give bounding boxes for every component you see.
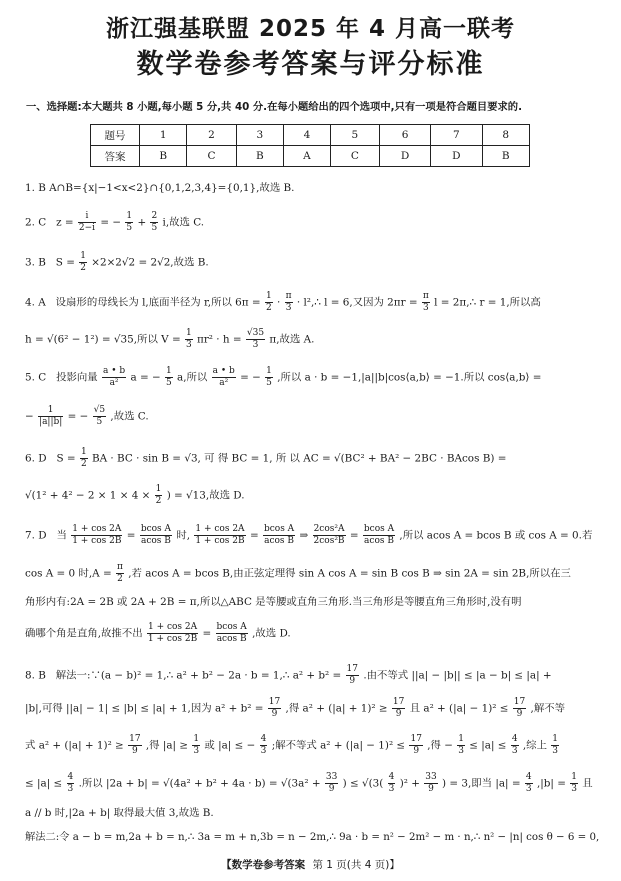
denominator: 2cos²B xyxy=(313,536,345,546)
solution-text: = xyxy=(126,529,136,542)
denominator: 3 xyxy=(388,784,395,794)
solution-text: ) = 3,即当 |a| = xyxy=(442,777,521,790)
denominator: 9 xyxy=(428,784,434,794)
fraction xyxy=(313,524,346,547)
solution-2 xyxy=(25,211,599,234)
solution-text: + xyxy=(137,216,147,229)
solution-text: 投影向量 xyxy=(56,371,98,384)
denominator: 3 xyxy=(423,303,429,313)
numerator: i xyxy=(78,211,96,223)
question-number: 6 xyxy=(380,125,431,146)
denominator: a² xyxy=(219,378,229,388)
answer-cell: D xyxy=(380,146,431,167)
solution-1: 1. B A∩B={x|−1<x<2}∩{0,1,2,3,4}={0,1},故选 B. xyxy=(25,182,295,194)
numerator: π xyxy=(422,291,429,301)
denominator: 3 xyxy=(552,746,559,756)
solution-text: ,得 a² + (|a| + 1)² ≥ xyxy=(285,702,388,715)
denominator: 3 xyxy=(571,784,577,794)
numerator: 1 xyxy=(552,734,559,744)
fraction xyxy=(116,562,124,585)
answer-cell: C xyxy=(330,146,379,167)
numerator: 4 xyxy=(260,734,267,744)
fraction xyxy=(424,772,437,795)
fraction xyxy=(260,734,268,757)
solution-text: πr² · h = xyxy=(197,333,242,346)
table-row-answers xyxy=(91,146,530,167)
fraction xyxy=(93,405,106,428)
solution-7-line-3: 角形内有:2A = 2B 或 2A + 2B = π,所以△ABC 是等腰或直角三角形.当三角形是等腰直角三角形时,没有明 xyxy=(25,596,522,608)
denominator: 5 xyxy=(266,378,272,388)
denominator: 9 xyxy=(131,746,138,756)
solution-text: ,若 acos A = bcos B,由正弦定理得 sin A cos A = sin B cos B ⇒ sin 2A = sin 2B,所以在三 xyxy=(128,567,571,580)
page-subtitle: 数学卷参考答案与评分标准 xyxy=(136,49,485,80)
numerator: a • b xyxy=(102,366,126,376)
numerator: 1 xyxy=(458,734,464,744)
solution-text: |b|,可得 ||a| − 1| ≤ |b| ≤ |a| + 1,因为 a² + b² = xyxy=(25,702,264,715)
solution-6-line-2 xyxy=(25,484,599,507)
numerator: 1 xyxy=(165,366,172,376)
numerator: 33 xyxy=(325,772,338,782)
denominator: 3 xyxy=(458,746,464,756)
fraction xyxy=(194,524,245,547)
solution-text: ,故选 D. xyxy=(252,627,291,640)
solution-text: 且 xyxy=(582,777,593,790)
numerator: 1 xyxy=(266,366,272,376)
denominator: 9 xyxy=(349,676,356,686)
row-label: 题号 xyxy=(91,125,140,146)
solution-text: ;解不等式 a² + (|a| − 1)² ≤ xyxy=(271,739,406,752)
solution-text: 当 xyxy=(56,529,67,542)
numerator: 17 xyxy=(392,697,405,707)
solution-text: a,所以 xyxy=(177,371,208,384)
denominator: 3 xyxy=(252,340,259,350)
solution-text: ,所以 a · b = −1,|a||b|cos⟨a,b⟩ = −1.所以 cos⟨a,b⟩ = xyxy=(277,371,542,384)
denominator: 9 xyxy=(271,709,278,719)
fraction xyxy=(78,211,96,234)
question-number: 8 xyxy=(482,125,530,146)
fraction xyxy=(457,734,465,757)
denominator: 1 + cos 2B xyxy=(195,536,245,546)
solution-text: ,解不等 xyxy=(530,702,566,715)
denominator: 5 xyxy=(126,223,133,233)
solution-text: BA · BC · sin B = √3, 可 得 BC = 1, 所 以 AC = √(BC² + BA² − 2BC · BAcos B) = xyxy=(91,452,507,465)
solution-text: 时, xyxy=(176,529,191,542)
fraction xyxy=(80,447,88,470)
solution-text: 设扇形的母线长为 l,底面半径为 r,所以 6π = xyxy=(55,296,261,309)
solution-text: l = 2π,∴ r = 1,所以高 xyxy=(434,296,541,309)
numerator: π xyxy=(116,562,123,572)
fraction xyxy=(388,772,396,795)
fraction xyxy=(155,484,163,507)
solution-text: i,故选 C. xyxy=(162,216,205,229)
numerator: 17 xyxy=(410,734,422,744)
solution-text: = xyxy=(202,627,212,640)
numerator: 17 xyxy=(513,697,526,707)
solution-text: ,得 |a| ≥ xyxy=(145,739,189,752)
fraction xyxy=(268,697,281,720)
solution-text: ) ≤ √(3( xyxy=(342,777,384,790)
solution-text: .所以 |2a + b| = √(4a² + b² + 4a · b) = √(3a² + xyxy=(78,777,321,790)
solution-text: cos A = 0 时,A = xyxy=(25,567,112,580)
row-label: 答案 xyxy=(91,146,140,167)
denominator: 2 xyxy=(80,263,86,273)
numerator: bcos A xyxy=(263,524,295,534)
solution-3 xyxy=(25,251,599,274)
solution-text: ,|b| = xyxy=(536,777,566,790)
solution-label: 7. D xyxy=(25,529,47,542)
answer-cell: C xyxy=(187,146,236,167)
fraction xyxy=(140,524,172,547)
numerator: 1 xyxy=(80,251,86,261)
denominator: 2−i xyxy=(78,223,96,233)
solution-text: 且 a² + (|a| − 1)² ≤ xyxy=(409,702,509,715)
denominator: 1 + cos 2B xyxy=(147,634,198,644)
solution-text: 解法一:∵(a − b)² = 1,∴ a² + b² − 2a · b = 1,∴ a² + b² = xyxy=(55,669,342,682)
denominator: 3 xyxy=(67,784,74,794)
denominator: |a||b| xyxy=(39,417,63,427)
numerator: 17 xyxy=(346,664,358,674)
fraction xyxy=(409,734,422,757)
solution-text: − xyxy=(25,410,34,423)
solution-label: 8. B xyxy=(25,669,46,682)
denominator: acos B xyxy=(216,634,247,644)
numerator: 1 xyxy=(265,291,272,301)
solution-8-line-2 xyxy=(25,697,599,720)
solution-text: · l²,∴ l = 6,又因为 2πr = xyxy=(296,296,418,309)
denominator: 2 xyxy=(80,459,87,469)
denominator: 5 xyxy=(165,378,172,388)
numerator: bcos A xyxy=(363,524,395,534)
solution-text: 或 |a| ≤ − xyxy=(204,739,256,752)
solution-text: · xyxy=(276,296,281,309)
solution-text: ,综上 xyxy=(522,739,547,752)
solution-text: ,得 − xyxy=(427,739,453,752)
numerator: 17 xyxy=(268,697,281,707)
numerator: 2 xyxy=(151,211,158,221)
solution-text: ≤ |a| ≤ xyxy=(25,777,63,790)
fraction xyxy=(325,772,338,795)
solution-text: √(1² + 4² − 2 × 1 × 4 × xyxy=(25,489,151,502)
fraction xyxy=(185,328,193,351)
numerator: π xyxy=(285,291,292,301)
denominator: 9 xyxy=(328,784,335,794)
numerator: 1 + cos 2A xyxy=(195,524,245,534)
solution-text: h = √(6² − 1²) = √35,所以 V = xyxy=(25,333,181,346)
page-footer xyxy=(0,857,621,872)
question-number: 7 xyxy=(431,125,482,146)
question-number: 3 xyxy=(236,125,283,146)
solution-label: 3. B xyxy=(25,256,46,269)
fraction xyxy=(570,772,578,795)
solution-text: )² + xyxy=(399,777,420,790)
question-number: 2 xyxy=(187,125,236,146)
numerator: 1 + cos 2A xyxy=(147,622,198,632)
solution-text: S = xyxy=(56,452,76,465)
numerator: 1 xyxy=(155,484,162,494)
question-number: 5 xyxy=(330,125,379,146)
question-number: 4 xyxy=(284,125,331,146)
solution-8-line-6: 解法二:令 a − b = m,2a + b = n,∴ 3a = m + n,3b = n − 2m,∴ 9a · b = n² − 2m² − m · n,∴ n² − |n| cos θ − 6 = 0, xyxy=(25,831,600,843)
numerator: 4 xyxy=(525,772,532,782)
denominator: 9 xyxy=(516,709,523,719)
denominator: acos B xyxy=(140,536,171,546)
solution-8-line-3 xyxy=(25,734,599,757)
fraction xyxy=(212,366,236,389)
page-number: 第 1 页(共 4 页)】 xyxy=(312,859,400,871)
fraction xyxy=(216,622,248,645)
section-intro: 一、选择题:本大题共 8 小题,每小题 5 分,共 40 分.在每小题给出的四个选项中,只有一项是符合题目要求的. xyxy=(26,101,523,113)
solution-text: = xyxy=(349,529,359,542)
fraction xyxy=(525,772,533,795)
answer-table xyxy=(90,124,530,167)
solution-7-line-4 xyxy=(25,622,599,645)
solution-5-line-1 xyxy=(25,366,599,389)
solution-7-line-1 xyxy=(25,524,599,547)
fraction xyxy=(128,734,141,757)
numerator: 1 xyxy=(571,772,577,782)
solution-text: ) = √13,故选 D. xyxy=(166,489,245,502)
solution-text: π,故选 A. xyxy=(269,333,315,346)
solution-label: 4. A xyxy=(25,296,46,309)
fraction xyxy=(265,291,273,314)
fraction xyxy=(150,211,158,234)
numerator: 4 xyxy=(388,772,395,782)
fraction xyxy=(165,366,173,389)
numerator: 1 xyxy=(185,328,192,338)
solution-text: .由不等式 ||a| − |b|| ≤ |a − b| ≤ |a| + xyxy=(363,669,552,682)
answer-cell: A xyxy=(284,146,331,167)
solution-text: S = xyxy=(55,256,75,269)
fraction xyxy=(246,328,265,351)
denominator: acos B xyxy=(264,536,295,546)
denominator: 3 xyxy=(525,784,532,794)
fraction xyxy=(38,405,63,428)
fraction xyxy=(192,734,200,757)
fraction xyxy=(79,251,87,274)
fraction xyxy=(513,697,526,720)
denominator: 2 xyxy=(117,574,123,584)
solution-4-line-1 xyxy=(25,291,599,314)
denominator: 5 xyxy=(151,223,158,233)
table-row-numbers xyxy=(91,125,530,146)
solution-4-line-2 xyxy=(25,328,599,351)
solution-8-line-1 xyxy=(25,664,599,687)
solution-label: 5. C xyxy=(25,371,47,384)
solution-8-line-5: a // b 时,|2a + b| 取得最大值 3,故选 B. xyxy=(25,807,214,819)
denominator: 3 xyxy=(193,746,200,756)
fraction xyxy=(422,291,430,314)
numerator: 1 xyxy=(126,211,133,221)
solution-text: = − xyxy=(100,216,122,229)
numerator: √5 xyxy=(93,405,106,415)
solution-5-line-2 xyxy=(25,405,599,428)
fraction xyxy=(102,366,126,389)
solution-8-line-4 xyxy=(25,772,599,795)
answer-cell: D xyxy=(431,146,482,167)
fraction xyxy=(363,524,395,547)
solution-text: ,所以 acos A = bcos B 或 cos A = 0.若 xyxy=(399,529,593,542)
numerator: 4 xyxy=(511,734,518,744)
answer-cell: B xyxy=(482,146,530,167)
solution-text: = xyxy=(249,529,259,542)
numerator: 1 + cos 2A xyxy=(72,524,122,534)
fraction xyxy=(147,622,198,645)
question-number: 1 xyxy=(140,125,187,146)
fraction xyxy=(265,366,273,389)
solution-text: z = xyxy=(56,216,74,229)
denominator: 2 xyxy=(155,496,162,506)
fraction xyxy=(392,697,405,720)
denominator: 3 xyxy=(511,746,518,756)
denominator: 3 xyxy=(285,303,292,313)
numerator: 33 xyxy=(425,772,437,782)
fraction xyxy=(346,664,359,687)
numerator: a • b xyxy=(212,366,235,376)
denominator: acos B xyxy=(364,536,394,546)
solution-text: 确哪个角是直角,故推不出 xyxy=(25,627,143,640)
fraction xyxy=(125,211,133,234)
numerator: bcos A xyxy=(216,622,247,632)
solution-text: ⇒ xyxy=(299,529,309,542)
fraction xyxy=(285,291,293,314)
numerator: 4 xyxy=(67,772,74,782)
answer-cell: B xyxy=(236,146,283,167)
solution-text: ≤ |a| ≤ xyxy=(469,739,507,752)
solution-text: ×2×2√2 = 2√2,故选 B. xyxy=(91,256,209,269)
numerator: 17 xyxy=(129,734,141,744)
solution-text: = − xyxy=(240,371,261,384)
fraction xyxy=(511,734,519,757)
denominator: 1 + cos 2B xyxy=(72,536,122,546)
denominator: 2 xyxy=(265,303,272,313)
numerator: 1 xyxy=(38,405,63,417)
numerator: bcos A xyxy=(140,524,172,534)
denominator: 3 xyxy=(260,746,267,756)
solution-text: a = − xyxy=(130,371,161,384)
numerator: 1 xyxy=(80,447,87,457)
footer-label: 【数学卷参考答案 xyxy=(221,859,306,871)
denominator: a² xyxy=(109,378,119,388)
solution-text: 式 a² + (|a| + 1)² ≥ xyxy=(25,739,124,752)
denominator: 9 xyxy=(395,709,402,719)
denominator: 3 xyxy=(185,340,192,350)
fraction xyxy=(67,772,75,795)
solution-label: 2. C xyxy=(25,216,47,229)
numerator: 2cos²A xyxy=(313,524,345,534)
solution-text: = − xyxy=(67,410,89,423)
fraction xyxy=(263,524,295,547)
numerator: √35 xyxy=(246,328,265,338)
denominator: 5 xyxy=(96,417,103,427)
numerator: 1 xyxy=(193,734,200,744)
solution-6-line-1 xyxy=(25,447,599,470)
fraction xyxy=(551,734,559,757)
solution-label: 6. D xyxy=(25,452,47,465)
page-title: 浙江强基联盟 2025 年 4 月高一联考 xyxy=(105,16,516,42)
denominator: 9 xyxy=(413,746,420,756)
solution-text: ,故选 C. xyxy=(110,410,149,423)
answer-cell: B xyxy=(140,146,187,167)
fraction xyxy=(71,524,122,547)
solution-7-line-2 xyxy=(25,562,599,585)
